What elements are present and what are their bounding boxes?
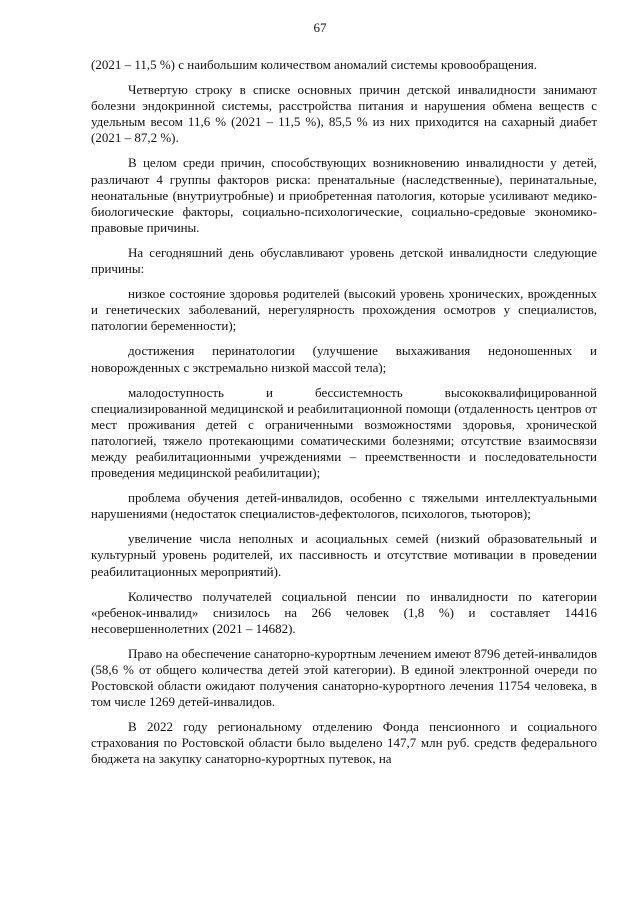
- list-item-medical-access: малодоступность и бессистемность высококвалифицированной специализированной медицинской и реабилитационной помощи (отдаленность центров от мест проживания детей с ограниченными возможностями здоровья, хронической патологией, тяжело протекающими соматическими болезнями; отсутствие взаимосвязи между реабилитационными учреждениями – преемственности и последовательности проведения медицинской реабилитации);: [91, 384, 597, 481]
- page-body: [91, 57, 597, 768]
- paragraph-causes-intro: На сегодняшний день обуславливают уровень детской инвалидности следующие причины:: [91, 244, 597, 277]
- paragraph-endocrine-diseases: Четвертую строку в списке основных причин детской инвалидности занимают болезни эндокринной системы, расстройства питания и нарушения обмена веществ с удельным весом 11,6 % (2021 – 11,5 %), 85,5 % из них приходится на сахарный диабет (2021 – 87,2 %).: [91, 82, 597, 146]
- page-number: 67: [313, 20, 327, 35]
- paragraph-sanatorium-right: Право на обеспечение санаторно-курортным лечением имеют 8796 детей-инвалидов (58,6 % от общего количества детей этой категории). В единой электронной очереди по Ростовской области ожидают получения санаторно-курортного лечения 11754 человека, в том числе 1269 детей-инвалидов.: [91, 645, 597, 710]
- list-item-perinatology: достижения перинатологии (улучшение выхаживания недоношенных и новорожденных с экстремально низкой массой тела);: [91, 343, 597, 375]
- paragraph-pension: Количество получателей социальной пенсии по инвалидности по категории «ребенок-инвалид» снизилось на 266 человек (1,8 %) и составляет 14416 несовершеннолетних (2021 – 14682).: [91, 588, 597, 636]
- paragraph-funding-2022: В 2022 году региональному отделению Фонда пенсионного и социального страхования по Ростовской области было выделено 147,7 млн руб. средств федерального бюджета на закупку санаторно-курортных путевок, на: [91, 719, 597, 767]
- list-item-families: увеличение числа неполных и асоциальных семей (низкий образовательный и культурный уровень родителей, их пассивность и отсутствие мотивации в проведении реабилитационных мероприятий).: [91, 531, 597, 579]
- paragraph-risk-factors: В целом среди причин, способствующих возникновению инвалидности у детей, различают 4 группы факторов риска: пренатальные (наследственные), перинатальные, неонатальные (внутриутробные) и приобретенная патология, которые усиливают медико-биологические факторы, социально-психологические, социально-средовые экономико-правовые причины.: [91, 155, 597, 235]
- list-item-education: проблема обучения детей-инвалидов, особенно с тяжелыми интеллектуальными нарушениями (недостаток специалистов-дефектологов, психологов, тьюторов);: [91, 490, 597, 522]
- list-item-parents-health: низкое состояние здоровья родителей (высокий уровень хронических, врожденных и генетических заболеваний, нерегулярность прохождения осмотров у специалистов, патологии беременности);: [91, 286, 597, 334]
- paragraph-continuation: (2021 – 11,5 %) с наибольшим количеством аномалий системы кровообращения.: [91, 57, 538, 72]
